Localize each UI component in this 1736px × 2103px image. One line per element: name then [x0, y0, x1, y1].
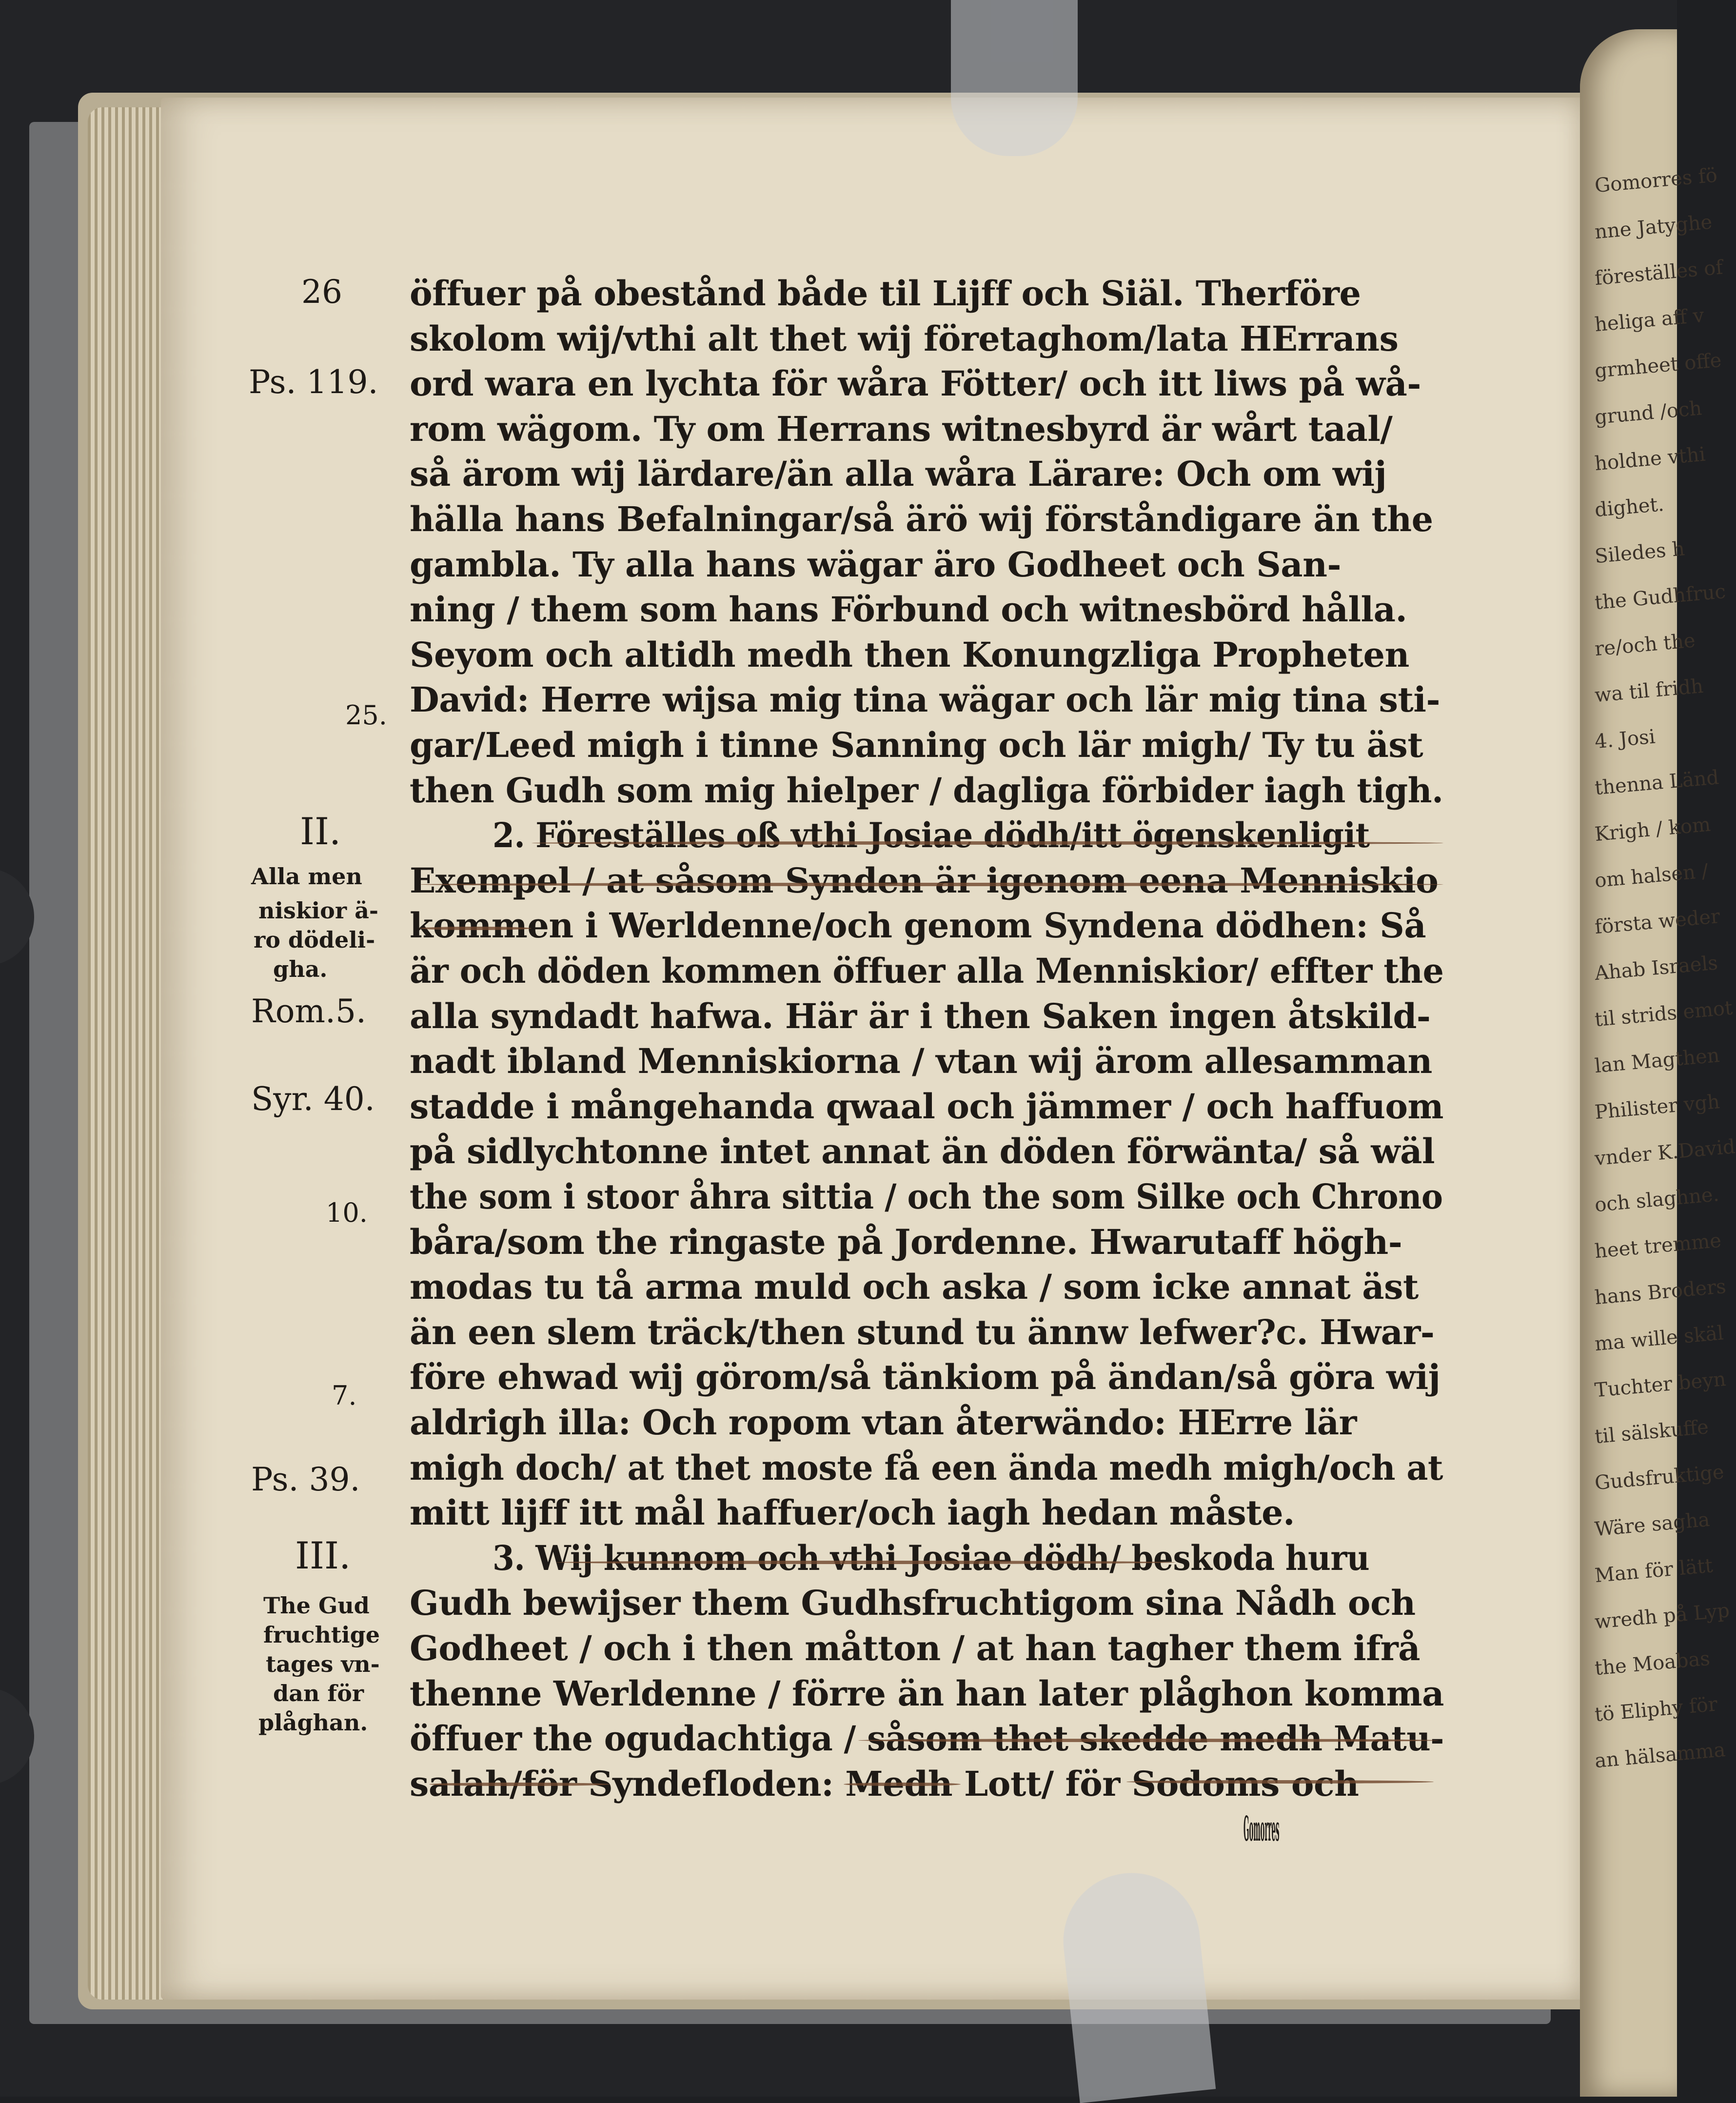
margin-verse-25: 25. — [345, 700, 387, 731]
text-line: ning / them som hans Förbund och witnesbörd hålla. — [410, 589, 1407, 630]
text-line: David: Herre wijsa mig tina wägar och lär mig tina sti- — [410, 679, 1440, 720]
text-line: Seyom och altidh medh then Konungzliga Propheten — [410, 634, 1409, 675]
right-page-text-line: Tuchter beyn — [1594, 1368, 1727, 1402]
right-page-text-line: an hälsamma — [1594, 1738, 1727, 1773]
right-page-text-line: föreställes of — [1594, 256, 1724, 290]
text-line: aldrigh illa: Och ropom vtan återwändo: HErre lär — [410, 1402, 1357, 1443]
text-line: är och döden kommen öffuer alla Menniskior/ effter the — [410, 951, 1444, 991]
margin-ref-ps119: Ps. 119. — [249, 363, 378, 401]
text-line: gambla. Ty alla hans wägar äro Godheet och San- — [410, 544, 1341, 585]
right-page-text-line: Wäre sagha — [1594, 1508, 1711, 1541]
right-page-text-line: och slaghne. — [1594, 1183, 1720, 1217]
handwritten-underline — [429, 1783, 610, 1786]
text-line: nadt ibland Menniskiorna / vtan wij ärom allesamman — [410, 1041, 1432, 1082]
margin-note-line: plåghan. — [258, 1709, 368, 1736]
handwritten-underline — [419, 883, 1443, 886]
margin-note-line: fruchtige — [263, 1622, 380, 1648]
text-line: skolom wij/vthi alt thet wij företaghom/lata HErrans — [410, 318, 1399, 359]
margin-note-line: Alla men — [251, 863, 362, 890]
text-line: båra/som the ringaste på Jordenne. Hwarutaff högh- — [410, 1221, 1402, 1262]
text-line: öffuer på obestånd både til Lijff och Siäl. Therföre — [410, 273, 1361, 314]
right-page-text-line: Ahab Israels — [1594, 952, 1719, 985]
right-page-text-line: til sälskuffe — [1594, 1415, 1710, 1448]
right-page-text-line: wa til fridh — [1594, 675, 1704, 707]
margin-ref-syr40: Syr. 40. — [251, 1080, 375, 1118]
text-line: migh doch/ at thet moste få een ända medh migh/och at — [410, 1447, 1443, 1488]
right-page-text-line: Krigh / kom — [1594, 813, 1712, 846]
right-page-text-line: Gudsfruktige — [1594, 1461, 1725, 1495]
margin-ref-ps39: Ps. 39. — [251, 1461, 360, 1498]
handwritten-underline — [1126, 1780, 1434, 1784]
text-line: salah/för Syndefloden: Medh Lott/ för Sodoms och — [410, 1763, 1359, 1804]
margin-note-line: The Gud — [263, 1592, 370, 1619]
text-line: then Gudh som mig hielper / dagliga förbider iagh tigh. — [410, 770, 1443, 811]
right-page-text-line: the Moabas — [1594, 1647, 1711, 1680]
text-line: 2. Föreställes oß vthi Josiae dödh/itt ögenskenligit — [493, 815, 1370, 856]
right-page-text-line: ma wille skäl — [1594, 1322, 1725, 1356]
page-number: 26 — [301, 273, 342, 311]
handwritten-underline — [858, 1739, 1439, 1742]
margin-verse-7: 7. — [332, 1380, 357, 1411]
right-page-text-line: första weder — [1594, 905, 1721, 939]
right-page-text-line: holdne vthi — [1594, 443, 1707, 476]
margin-note-line: tages vn- — [266, 1651, 380, 1677]
right-page-text-line: nne Jatyghe — [1594, 211, 1713, 244]
text-line: så ärom wij lärdare/än alla wåra Lärare: Och om wij — [410, 454, 1387, 495]
right-page-text-line: Siledes h — [1594, 537, 1686, 568]
margin-note-line: niskior ä- — [258, 897, 378, 924]
text-line: gar/Leed migh i tinne Sanning och lär migh/ Ty tu äst — [410, 725, 1423, 765]
right-page-text-line: Philister vgh — [1594, 1090, 1721, 1124]
margin-note-line: dan för — [273, 1680, 364, 1706]
text-line: öffuer the ogudachtiga / såsom thet skedde medh Matu- — [410, 1718, 1444, 1759]
text-line: Exempel / at såsom Synden är igenom eena Menniskio — [410, 860, 1439, 901]
right-page-text-line: Gomorres fö — [1594, 164, 1718, 198]
text-line: än een slem träck/then stund tu ännw lefwer?c. Hwar- — [410, 1311, 1435, 1352]
right-page-text-line: heliga aff v — [1594, 304, 1705, 337]
margin-verse-10: 10. — [326, 1197, 368, 1228]
text-line: Gomorres — [1243, 1808, 1280, 1849]
right-page-text-line: dighet. — [1594, 493, 1665, 522]
right-page-text-line: til strids emot — [1594, 996, 1734, 1032]
text-line: på sidlychtonne intet annat än döden förwänta/ så wäl — [410, 1131, 1435, 1172]
right-page-text-line: wredh på Lyp — [1594, 1599, 1731, 1634]
handwritten-underline — [532, 841, 1443, 845]
text-line: stadde i mångehanda qwaal och jämmer / och haffuom — [410, 1086, 1444, 1127]
handwritten-underline — [556, 1561, 1175, 1564]
handwritten-underline — [419, 927, 532, 930]
page-clip-top — [951, 0, 1078, 156]
margin-ref-rom5: Rom.5. — [251, 992, 366, 1030]
right-page-text-line: the Gudhfruc — [1594, 580, 1727, 615]
text-line: kommen i Werldenne/och genom Syndena dödhen: Så — [410, 905, 1426, 946]
text-line: före ehwad wij görom/så tänkiom på ändan/så göra wij — [410, 1357, 1440, 1398]
text-line: Godheet / och i then måtton / at han tagher them ifrå — [410, 1628, 1420, 1668]
right-page-text-line: grmheet offe — [1594, 349, 1723, 383]
right-page-text-line: Man för lätt — [1594, 1554, 1714, 1587]
text-line: alla syndadt hafwa. Här är i then Saken ingen åtskild- — [410, 995, 1431, 1036]
text-line: thenne Werldenne / förre än han later plåghon komma — [410, 1673, 1444, 1714]
right-page-text-line: vnder K.David — [1594, 1135, 1736, 1171]
text-line: mitt lijff itt mål haffuer/och iagh hedan måste. — [410, 1492, 1295, 1533]
text-line: rom wägom. Ty om Herrans witnesbyrd är wårt taal/ — [410, 408, 1393, 449]
right-page-text-line: om halsen / — [1594, 860, 1709, 893]
right-page-edge — [1580, 29, 1736, 2097]
right-page-text-line: thenna Länd — [1594, 766, 1720, 800]
right-page-text-line: grund /och — [1594, 397, 1703, 429]
right-page-text-line: hans Broders — [1594, 1275, 1727, 1309]
handwritten-underline — [844, 1783, 961, 1786]
margin-section-iii: III. — [295, 1534, 351, 1577]
text-line: ord wara en lychta för wåra Fötter/ och itt liws på wå- — [410, 363, 1421, 404]
right-page-text-line: tö Eliphy för — [1594, 1693, 1718, 1726]
margin-note-line: gha. — [273, 956, 328, 982]
text-line: Gudh bewijser them Gudhsfruchtigom sina Nådh och — [410, 1583, 1416, 1624]
right-page-text-line: re/och the — [1594, 629, 1697, 661]
text-line: 3. Wij kunnom och vthi Josiae dödh/ beskoda huru — [493, 1537, 1370, 1578]
right-page-text-line: lan Magthen — [1594, 1044, 1721, 1078]
text-line: modas tu tå arma muld och aska / som icke annat äst — [410, 1267, 1419, 1308]
margin-section-ii: II. — [300, 810, 341, 853]
right-page-text-line: 4. Josi — [1594, 725, 1657, 754]
text-line: the som i stoor åhra sittia / och the som Silke och Chrono — [410, 1176, 1443, 1217]
margin-note-line: ro dödeli- — [254, 927, 375, 953]
text-line: hälla hans Befalningar/så ärö wij förståndigare än the — [410, 499, 1433, 539]
right-page-text-line: heet tremme — [1594, 1229, 1722, 1263]
